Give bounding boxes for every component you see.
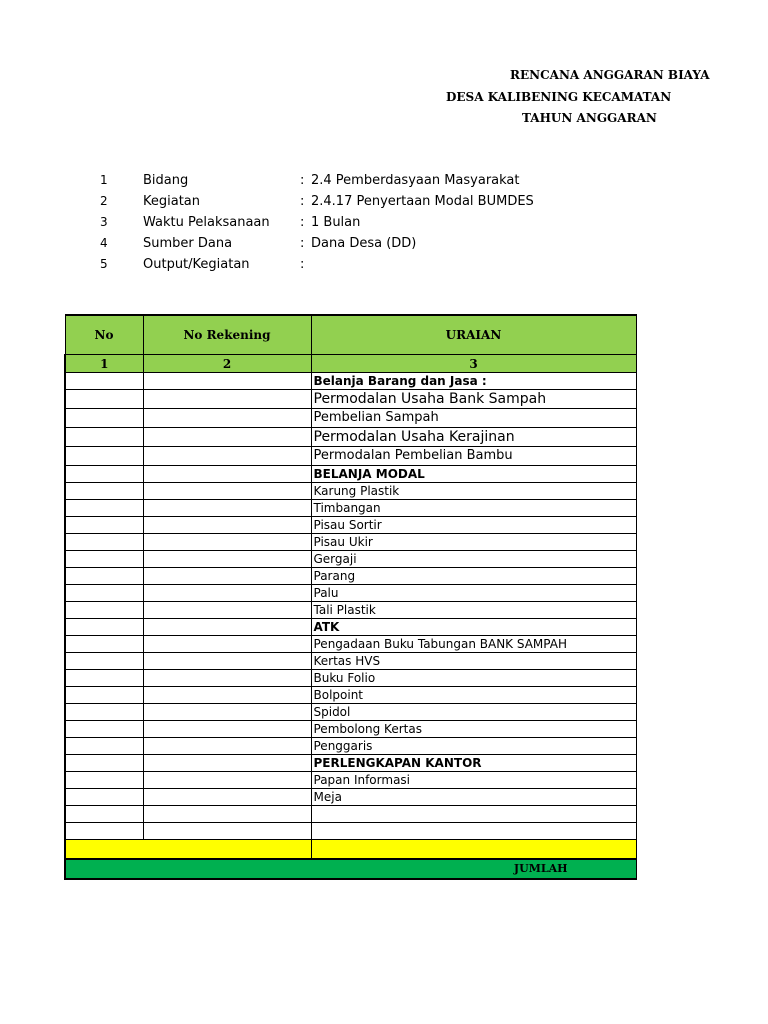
cell-uraian[interactable]: ATK [311,619,636,636]
cell-no[interactable] [65,602,143,619]
total-label: JUMLAH [513,862,568,875]
table-row [65,409,636,428]
cell-no-rekening[interactable] [143,390,311,409]
info-label: Output/Kegiatan [143,257,250,272]
table-row [65,670,636,687]
cell-uraian[interactable]: PERLENGKAPAN KANTOR [311,755,636,772]
cell-no[interactable] [65,670,143,687]
info-value: Dana Desa (DD) [311,236,417,251]
table-row [65,772,636,789]
cell-no-rekening[interactable] [143,806,311,823]
table-row [65,428,636,447]
table-row [65,534,636,551]
cell-uraian[interactable]: Parang [311,568,636,585]
info-colon: : [300,215,305,230]
cell-uraian[interactable]: Penggaris [311,738,636,755]
index-cell-3: 3 [311,355,636,373]
table-row [65,738,636,755]
info-label: Kegiatan [143,194,201,209]
header-no-rekening: No Rekening [143,315,311,355]
cell-no-rekening[interactable] [143,568,311,585]
subtotal-cell-uraian[interactable] [311,840,636,860]
table-row [65,755,636,772]
cell-no[interactable] [65,500,143,517]
cell-no[interactable] [65,772,143,789]
cell-no-rekening[interactable] [143,373,311,390]
info-label: Waktu Pelaksanaan [143,215,270,230]
cell-no[interactable] [65,806,143,823]
header-uraian: URAIAN [311,315,636,355]
cell-no-rekening[interactable] [143,500,311,517]
cell-uraian[interactable] [311,806,636,823]
cell-no-rekening[interactable] [143,738,311,755]
total-row [65,859,636,879]
cell-uraian[interactable]: Timbangan [311,500,636,517]
cell-no[interactable] [65,585,143,602]
table-row [65,602,636,619]
cell-no-rekening[interactable] [143,428,311,447]
cell-no-rekening[interactable] [143,619,311,636]
budget-table [64,314,637,880]
cell-no-rekening[interactable] [143,602,311,619]
table-row [65,466,636,483]
cell-no-rekening[interactable] [143,721,311,738]
cell-no[interactable] [65,687,143,704]
info-label: Sumber Dana [143,236,233,251]
cell-uraian[interactable]: Bolpoint [311,687,636,704]
cell-no-rekening[interactable] [143,670,311,687]
table-index-row [65,355,636,373]
table-row [65,551,636,568]
subtotal-row [65,840,636,860]
table-row [65,789,636,806]
cell-uraian[interactable]: Belanja Barang dan Jasa : [311,373,636,390]
cell-no-rekening[interactable] [143,517,311,534]
info-colon: : [300,257,305,272]
cell-no[interactable] [65,483,143,500]
cell-no[interactable] [65,568,143,585]
index-cell-2: 2 [143,355,311,373]
cell-uraian[interactable]: Buku Folio [311,670,636,687]
info-number: 3 [100,215,108,229]
cell-uraian[interactable]: Permodalan Pembelian Bambu [311,447,636,466]
cell-uraian[interactable]: Pisau Sortir [311,517,636,534]
table-row [65,704,636,721]
cell-no[interactable] [65,619,143,636]
document-title-line3: TAHUN ANGGARAN [522,111,657,125]
cell-uraian[interactable]: Meja [311,789,636,806]
info-number: 2 [100,194,108,208]
cell-no[interactable] [65,653,143,670]
cell-no[interactable] [65,789,143,806]
cell-uraian[interactable] [311,823,636,840]
document-title-line1: RENCANA ANGGARAN BIAYA [510,68,710,82]
table-row [65,806,636,823]
cell-no-rekening[interactable] [143,636,311,653]
table-row [65,721,636,738]
cell-no[interactable] [65,409,143,428]
cell-no-rekening[interactable] [143,772,311,789]
table-row [65,636,636,653]
table-row [65,619,636,636]
cell-no-rekening[interactable] [143,687,311,704]
cell-uraian[interactable]: Pembolong Kertas [311,721,636,738]
info-number: 1 [100,173,108,187]
cell-no-rekening[interactable] [143,466,311,483]
cell-uraian[interactable]: Pembelian Sampah [311,409,636,428]
info-number: 4 [100,236,108,250]
cell-no[interactable] [65,428,143,447]
table-row [65,568,636,585]
cell-uraian[interactable]: Permodalan Usaha Kerajinan [311,428,636,447]
cell-uraian[interactable]: Kertas HVS [311,653,636,670]
table-row [65,653,636,670]
info-colon: : [300,173,305,188]
cell-uraian[interactable]: Gergaji [311,551,636,568]
index-cell-1: 1 [65,355,143,373]
table-body [65,373,636,840]
cell-no[interactable] [65,636,143,653]
table-row [65,517,636,534]
cell-uraian[interactable]: Spidol [311,704,636,721]
cell-no[interactable] [65,721,143,738]
table-row [65,447,636,466]
cell-no-rekening[interactable] [143,534,311,551]
total-cell[interactable] [65,859,636,879]
cell-uraian[interactable]: Pisau Ukir [311,534,636,551]
cell-no-rekening[interactable] [143,704,311,721]
cell-uraian[interactable]: Pengadaan Buku Tabungan BANK SAMPAH [311,636,636,653]
document-title-line2: DESA KALIBENING KECAMATAN [446,90,672,104]
cell-no-rekening[interactable] [143,409,311,428]
info-value: 2.4.17 Penyertaan Modal BUMDES [311,194,534,209]
info-colon: : [300,194,305,209]
budget-table-container [64,314,634,880]
cell-no[interactable] [65,517,143,534]
table-row [65,823,636,840]
header-no: No [65,315,143,355]
cell-no-rekening[interactable] [143,653,311,670]
cell-no-rekening[interactable] [143,551,311,568]
cell-no[interactable] [65,755,143,772]
cell-no[interactable] [65,534,143,551]
cell-uraian[interactable]: Tali Plastik [311,602,636,619]
cell-no[interactable] [65,447,143,466]
cell-no-rekening[interactable] [143,483,311,500]
cell-no[interactable] [65,551,143,568]
info-value: 2.4 Pemberdasyaan Masyarakat [311,173,520,188]
cell-uraian[interactable]: BELANJA MODAL [311,466,636,483]
table-row [65,585,636,602]
cell-no-rekening[interactable] [143,755,311,772]
cell-no[interactable] [65,466,143,483]
info-label: Bidang [143,173,189,188]
cell-no-rekening[interactable] [143,447,311,466]
cell-uraian[interactable]: Palu [311,585,636,602]
table-row [65,483,636,500]
info-colon: : [300,236,305,251]
cell-no-rekening[interactable] [143,823,311,840]
table-row [65,500,636,517]
cell-uraian[interactable]: Papan Informasi [311,772,636,789]
cell-uraian[interactable]: Permodalan Usaha Bank Sampah [311,390,636,409]
cell-no[interactable] [65,738,143,755]
cell-no-rekening[interactable] [143,789,311,806]
cell-no[interactable] [65,823,143,840]
table-header-row [65,315,636,355]
info-value: 1 Bulan [311,215,361,230]
cell-no-rekening[interactable] [143,585,311,602]
table-row [65,390,636,409]
info-number: 5 [100,257,108,271]
cell-no[interactable] [65,373,143,390]
table-row [65,687,636,704]
cell-no[interactable] [65,704,143,721]
cell-no[interactable] [65,390,143,409]
table-row [65,373,636,390]
cell-uraian[interactable]: Karung Plastik [311,483,636,500]
subtotal-cell-left[interactable] [65,840,311,860]
